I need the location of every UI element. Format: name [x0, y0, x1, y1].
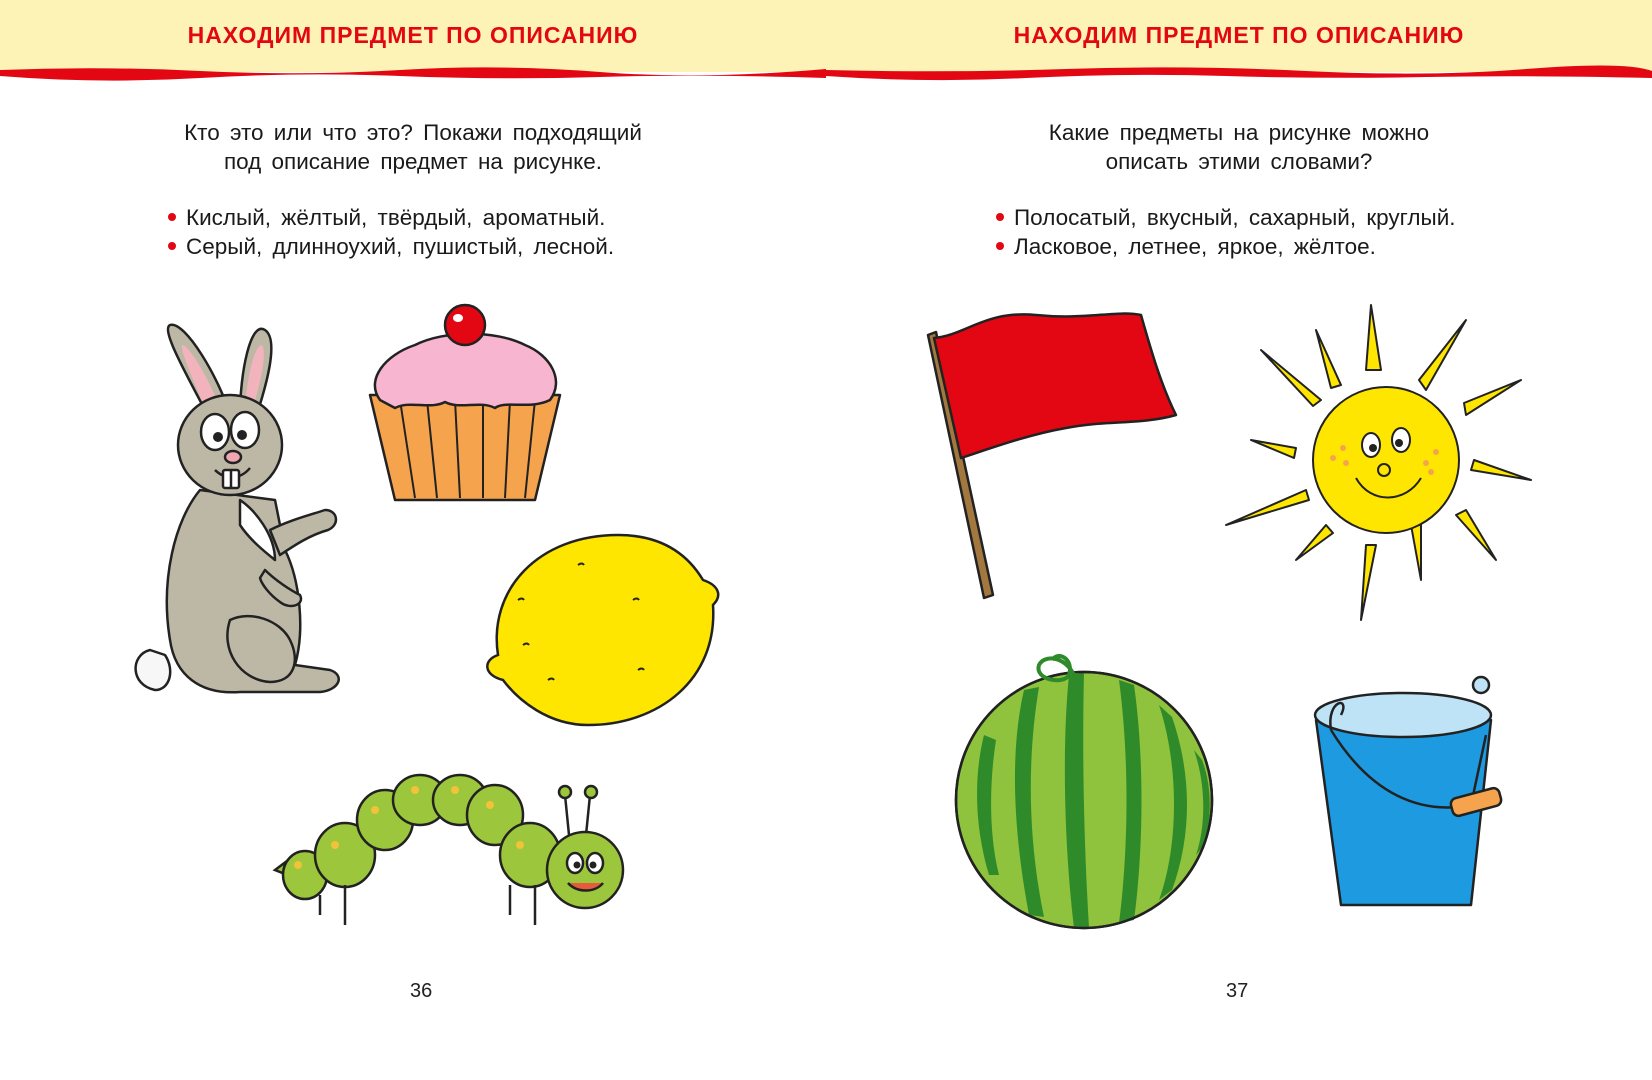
header-divider: [0, 64, 826, 82]
bucket-picture[interactable]: [1311, 675, 1551, 915]
caterpillar-picture[interactable]: [265, 775, 645, 950]
task-question: [826, 118, 1652, 176]
page-header: [826, 0, 1652, 72]
description-text: Ласковое, летнее, яркое, жёлтое.: [1014, 234, 1376, 259]
question-line: Какие предметы на рисунке можно: [1048, 120, 1430, 145]
page-title: НАХОДИМ ПРЕДМЕТ ПО ОПИСАНИЮ: [1013, 22, 1465, 48]
description-item: [168, 203, 614, 232]
question-line: описать этими словами?: [1105, 149, 1373, 174]
description-item: [996, 232, 1456, 261]
rabbit-picture[interactable]: [90, 320, 370, 740]
question-line: под описание предмет на рисунке.: [223, 149, 603, 174]
bullet-dot: [996, 213, 1004, 221]
description-text: Кислый, жёлтый, твёрдый, ароматный.: [186, 205, 606, 230]
flag-picture[interactable]: [926, 310, 1186, 600]
bullet-dot: [168, 242, 176, 250]
description-list: [996, 203, 1456, 261]
right-page: [826, 0, 1652, 1080]
page-number: 37: [1226, 980, 1249, 1002]
description-item: [996, 203, 1456, 232]
bullet-dot: [996, 242, 1004, 250]
page-number: 36: [410, 980, 433, 1002]
question-line: Кто это или что это? Покажи подходящий: [184, 120, 642, 145]
page-header: [0, 0, 826, 72]
bullet-dot: [168, 213, 176, 221]
header-divider: [826, 64, 1652, 82]
page-title: НАХОДИМ ПРЕДМЕТ ПО ОПИСАНИЮ: [187, 22, 639, 48]
lemon-picture[interactable]: [478, 530, 728, 730]
watermelon-picture[interactable]: [944, 645, 1224, 935]
sun-picture[interactable]: [1221, 300, 1541, 630]
task-question: [0, 118, 826, 176]
description-text: Полосатый, вкусный, сахарный, круглый.: [1014, 205, 1456, 230]
description-text: Серый, длинноухий, пушистый, лесной.: [186, 234, 615, 259]
description-item: [168, 232, 614, 261]
description-list: [168, 203, 614, 261]
cupcake-picture[interactable]: [365, 300, 565, 510]
